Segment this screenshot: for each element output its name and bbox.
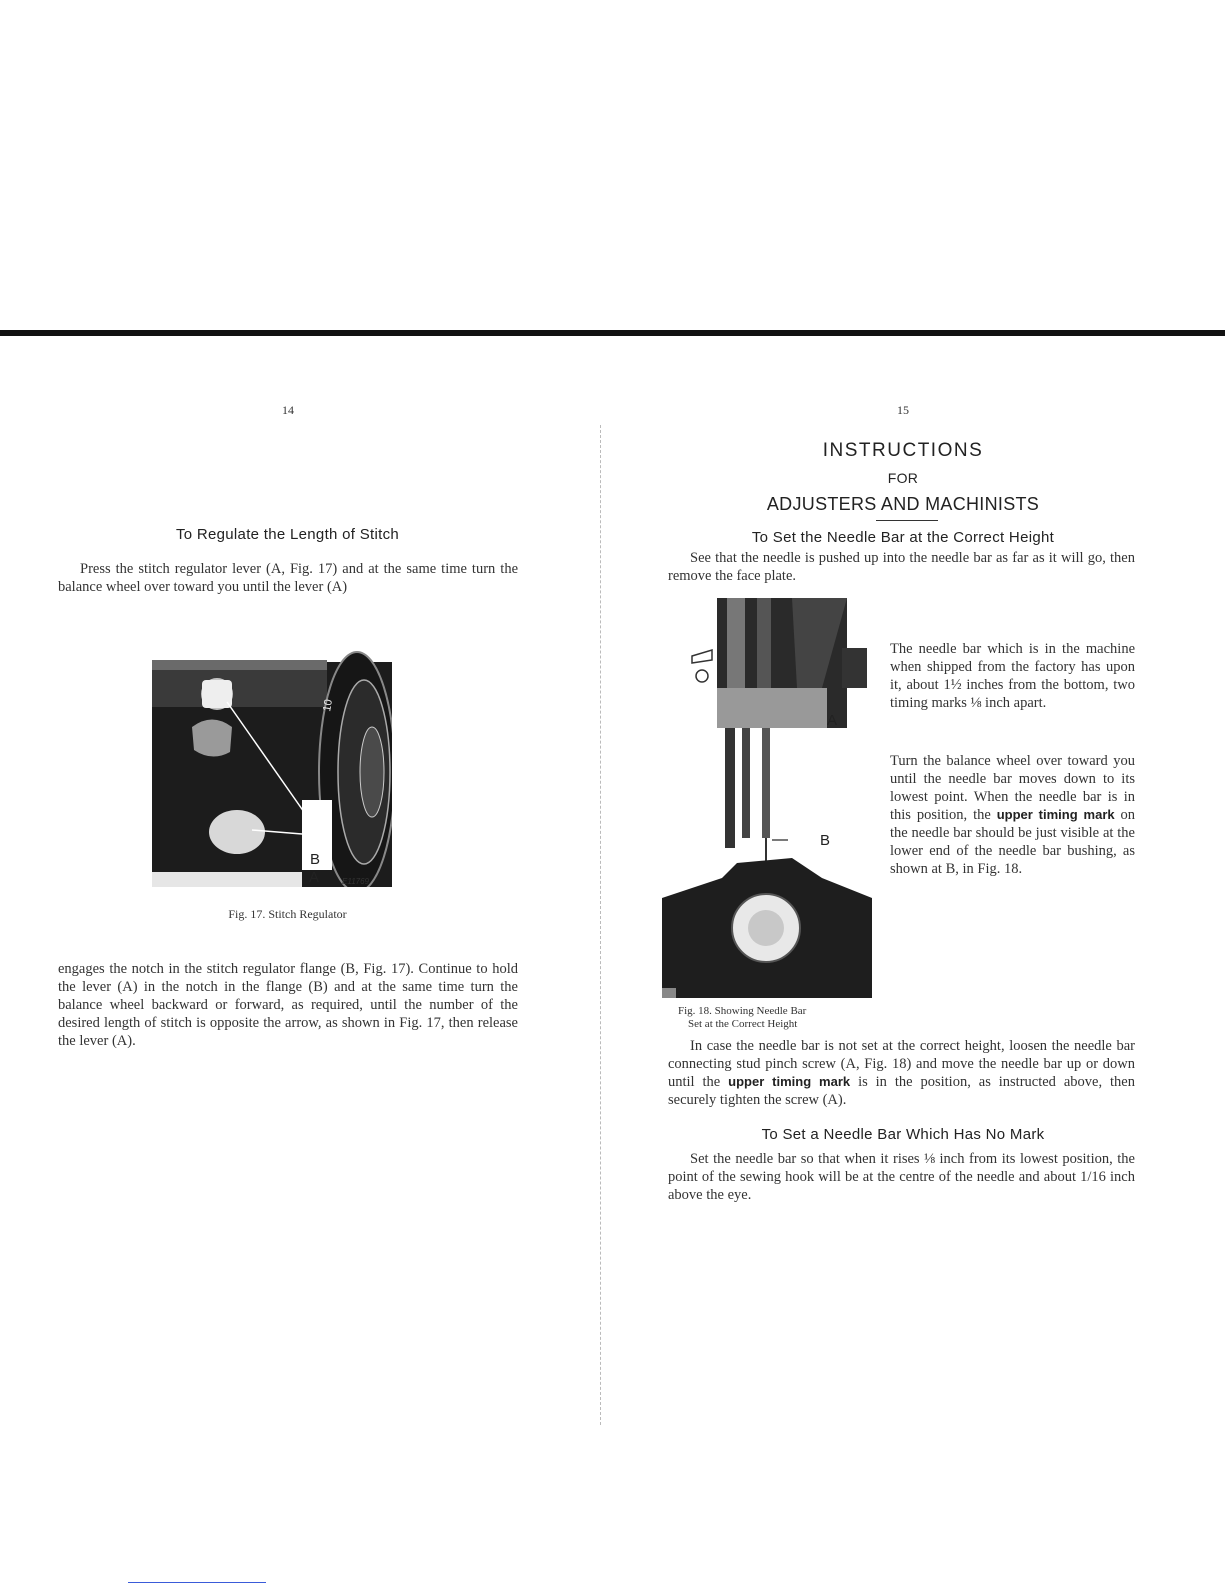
figure-17-caption: Fig. 17. Stitch Regulator [228,907,347,921]
side-para2-text-b: on the needle bar should be just visible at the lower end of the needle bar bushing, as shown at B, in Fig. 18. [890,807,1136,877]
figure-17-label-b: B [310,851,321,868]
figure-17-code: E11769 [342,877,369,886]
left-paragraph-1: Press the stitch regulator lever (A, Fig. 17) and at the same time turn the balance wheel over toward you until the lever (A) [58,561,518,595]
figure-17-image [152,632,392,887]
title-underline [876,520,938,521]
stitch-regulator-photo [152,632,392,887]
bottom-link-underline [128,1582,266,1583]
left-page-number: 14 [282,403,294,417]
right-side-paragraph-2 [890,752,1135,878]
title-line-2: FOR [887,470,919,486]
para2-text-b: is in the position, as instructed above, then securely tighten the screw (A). [668,1074,1135,1108]
right-heading-1: To Set the Needle Bar at the Correct Height [751,529,1055,546]
figure-18-label-b: B [820,832,831,849]
dial-mark: 10 [321,698,336,713]
right-paragraph-1: See that the needle is pushed up into the needle bar as far as it will go, then remove the face plate. [668,550,1135,584]
left-heading: To Regulate the Length of Stitch [175,526,400,543]
right-side-paragraph-1: The needle bar which is in the machine when shipped from the factory has upon it, about 1½ inches from the bottom, two timing marks ⅛ inch apart. [890,641,1135,711]
title-line-1: INSTRUCTIONS [822,440,984,461]
right-paragraph-3: Set the needle bar so that when it rises ⅛ inch from its lowest position, the point of the sewing hook will be at the centre of the needle and about 1/16 inch above the eye. [668,1151,1135,1203]
para2-bold: upper timing mark [728,1074,851,1089]
side-para2-bold: upper timing mark [996,807,1115,822]
title-line-3: ADJUSTERS AND MACHINISTS [766,494,1040,514]
left-paragraph-2: engages the notch in the stitch regulator flange (B, Fig. 17). Continue to hold the lever (A) in the notch in the flange (B) and at the same time turn the balance wheel backward or forward, as required, until the number of the desired length of stitch is opposite the arrow, as shown in Fig. 17, then release the lever (A). [58,961,518,1049]
top-rule [0,330,1225,336]
side-para2-text-a: Turn the balance wheel over toward you until the needle bar moves down to its lowest point. When the needle bar is in this position, the [890,753,1135,823]
needle-bar-photo [662,598,872,998]
figure-17-label-a: A [309,869,320,886]
para2-text-a: In case the needle bar is not set at the correct height, loosen the needle bar connecting stud pinch screw (A, Fig. 18) and move the needle bar up or down until the [668,1038,1135,1090]
figure-18-image [662,598,872,998]
figure-18-caption-line-2: Set at the Correct Height [688,1018,798,1030]
figure-18-label-a: A [827,712,838,729]
page-gutter [600,425,601,1425]
right-paragraph-2 [668,1037,1135,1109]
figure-18-caption [678,1005,878,1031]
figure-18-caption-line-1: Fig. 18. Showing Needle Bar [678,1005,807,1017]
right-page-number: 15 [897,403,909,417]
right-heading-2: To Set a Needle Bar Which Has No Mark [761,1126,1045,1143]
